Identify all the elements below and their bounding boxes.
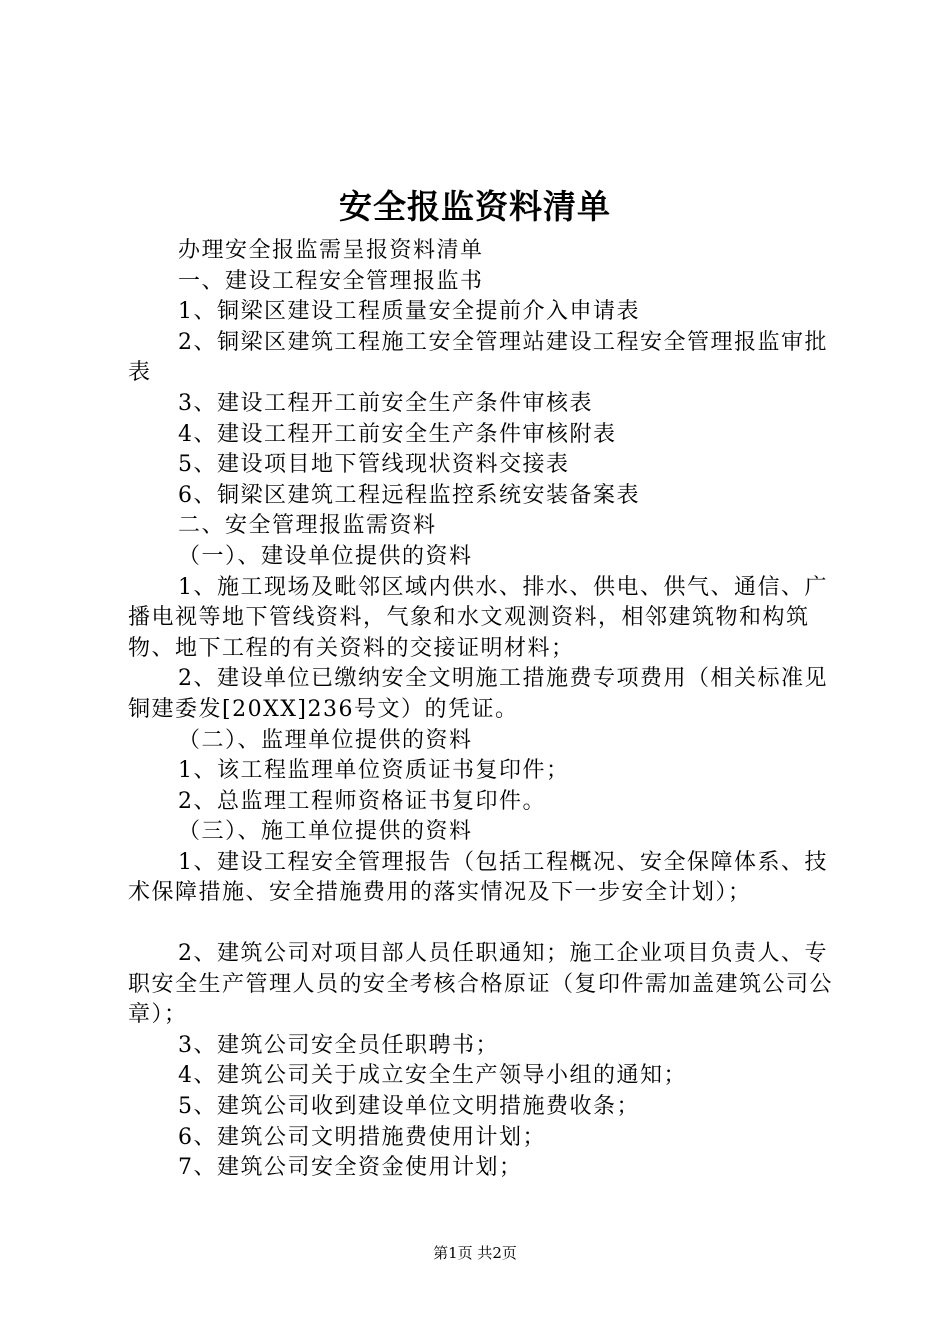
list-item: 3、建设工程开工前安全生产条件审核表 — [178, 390, 593, 416]
list-item: 3、建筑公司安全员任职聘书； — [178, 1032, 499, 1058]
list-item: 1、建设工程安全管理报告（包括工程概况、安全保障体系、技术保障措施、安全措施费用的落实情况及下一步安全计划）； — [128, 849, 828, 906]
list-item: 6、铜梁区建筑工程远程监控系统安装备案表 — [178, 482, 640, 508]
list-item: 5、建设项目地下管线现状资料交接表 — [178, 452, 570, 478]
page-footer: 第1页 共2页 — [433, 1244, 517, 1262]
list-item: 2、总监理工程师资格证书复印件。 — [178, 788, 546, 814]
list-item: 4、建筑公司关于成立安全生产领导小组的通知； — [178, 1063, 687, 1089]
list-item: 4、建设工程开工前安全生产条件审核附表 — [178, 421, 617, 447]
subsection-heading: （一）、建设单位提供的资料 — [178, 543, 473, 569]
subsection-heading: （二）、监理单位提供的资料 — [178, 727, 473, 753]
list-item: 5、建筑公司收到建设单位文明措施费收条； — [178, 1094, 640, 1120]
paragraph-intro: 办理安全报监需呈报资料清单 — [178, 238, 484, 263]
list-item: 1、该工程监理单位资质证书复印件； — [178, 758, 570, 784]
document-body — [128, 236, 840, 1184]
section-heading-1: 一、建设工程安全管理报监书 — [178, 268, 484, 294]
list-item: 2、铜梁区建筑工程施工安全管理站建设工程安全管理报监审批表 — [128, 329, 828, 386]
list-item: 1、施工现场及毗邻区域内供水、排水、供电、供气、通信、广播电视等地下管线资料，气象和水文观测资料，相邻建筑物和构筑物、地下工程的有关资料的交接证明材料； — [128, 574, 828, 661]
subsection-heading: （三）、施工单位提供的资料 — [178, 819, 473, 845]
section-heading-2: 二、安全管理报监需资料 — [178, 513, 437, 539]
list-item: 2、建筑公司对项目部人员任职通知；施工企业项目负责人、专职安全生产管理人员的安全考核合格原证（复印件需加盖建筑公司公章）； — [128, 941, 834, 1028]
list-item: 7、建筑公司安全资金使用计划； — [178, 1155, 523, 1181]
list-item: 1、铜梁区建设工程质量安全提前介入申请表 — [178, 299, 640, 325]
list-item: 2、建设单位已缴纳安全文明施工措施费专项费用（相关标准见铜建委发[20XX]236号文）的凭证。 — [128, 666, 828, 722]
page-title: 安全报监资料清单 — [339, 187, 611, 226]
list-item: 6、建筑公司文明措施费使用计划； — [178, 1124, 546, 1150]
